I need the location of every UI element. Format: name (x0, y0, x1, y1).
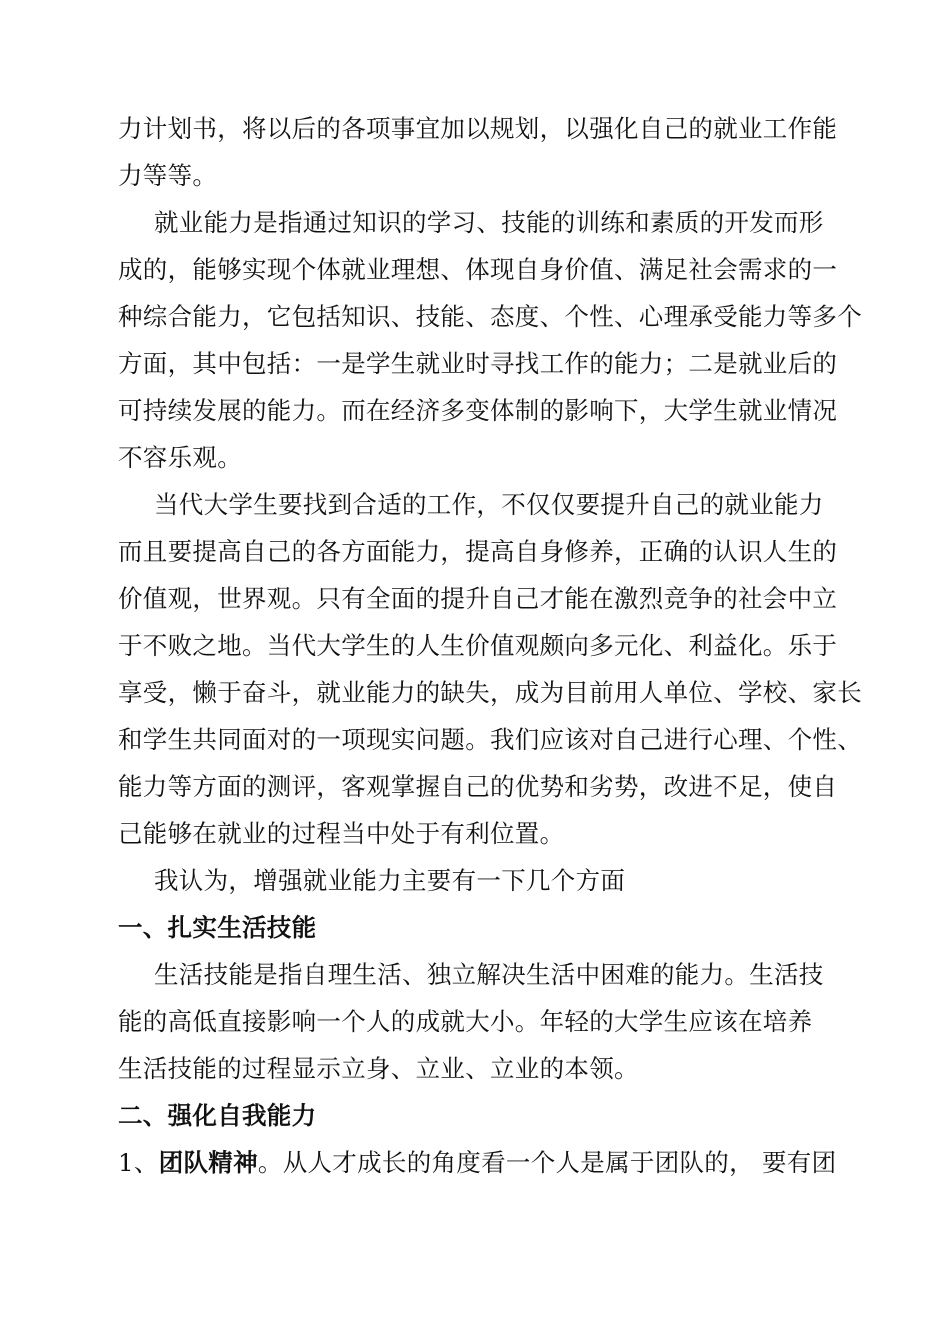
list-item-1 (118, 1139, 848, 1186)
document-body (118, 105, 862, 1186)
section-heading-2: 二、强化自我能力 (118, 1101, 317, 1130)
paragraph-1-line-2: 力等等。 (118, 161, 218, 190)
list-item-bold-term: 团队精神 (158, 1148, 258, 1177)
paragraph-1-line-1: 力计划书，将以后的各项事宜加以规划，以强化自己的就业工作能 (118, 114, 838, 143)
paragraph-2-line-3: 种综合能力，它包括知识、技能、态度、个性、心理承受能力等多个 (118, 302, 862, 331)
section-heading-1: 一、扎实生活技能 (118, 913, 317, 942)
paragraph-5-line-2: 能的高低直接影响一个人的成就大小。年轻的大学生应该在培养 (118, 1007, 813, 1036)
paragraph-5-line-1: 生活技能是指自理生活、独立解决生活中困难的能力。生活技 (154, 960, 824, 989)
paragraph-3-line-1: 当代大学生要找到合适的工作，不仅仅要提升自己的就业能力 (154, 490, 824, 519)
paragraph-4: 我认为，增强就业能力主要有一下几个方面 (154, 866, 626, 895)
paragraph-2-line-4: 方面，其中包括：一是学生就业时寻找工作的能力；二是就业后的 (118, 349, 838, 378)
paragraph-2-line-1: 就业能力是指通过知识的学习、技能的训练和素质的开发而形 (154, 208, 824, 237)
paragraph-3-line-2: 而且要提高自己的各方面能力，提高自身修养，正确的认识人生的 (118, 537, 838, 566)
paragraph-2-line-2: 成的，能够实现个体就业理想、体现自身价值、满足社会需求的一 (118, 255, 838, 284)
list-item-number: 1、 (118, 1148, 159, 1177)
paragraph-3-line-6: 和学生共同面对的一项现实问题。我们应该对自己进行心理、个性、 (118, 725, 862, 754)
paragraph-2-line-6: 不容乐观。 (118, 443, 242, 472)
paragraph-3-line-7: 能力等方面的测评，客观掌握自己的优势和劣势，改进不足，使自 (118, 772, 838, 801)
paragraph-3-line-8: 己能够在就业的过程当中处于有利位置。 (118, 819, 565, 848)
paragraph-2-line-5: 可持续发展的能力。而在经济多变体制的影响下，大学生就业情况 (118, 396, 838, 425)
paragraph-3-line-3: 价值观，世界观。只有全面的提升自己才能在激烈竞争的社会中立 (118, 584, 838, 613)
list-item-text: 。从人才成长的角度看一个人是属于团队的， 要有团 (257, 1148, 837, 1177)
paragraph-3-line-4: 于不败之地。当代大学生的人生价值观颇向多元化、利益化。乐于 (118, 631, 838, 660)
paragraph-3-line-5: 享受，懒于奋斗，就业能力的缺失，成为目前用人单位、学校、家长 (118, 678, 862, 707)
paragraph-5-line-3: 生活技能的过程显示立身、立业、立业的本领。 (118, 1054, 639, 1083)
